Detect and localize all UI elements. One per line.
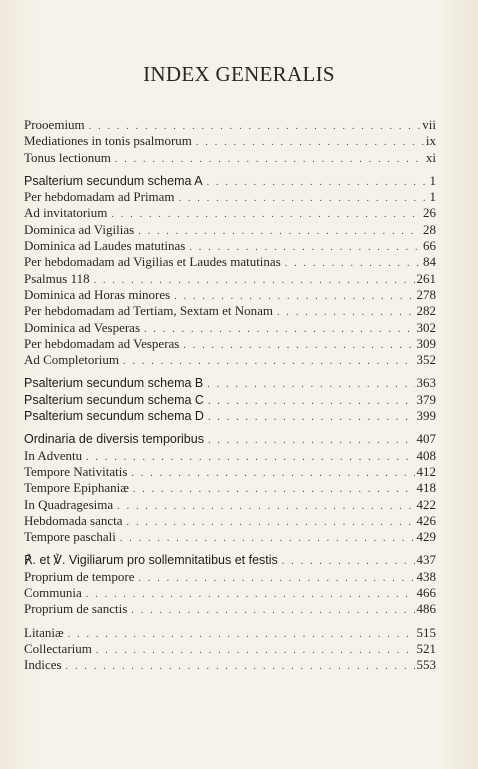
- toc-entry[interactable]: [24, 448, 436, 464]
- dot-leader: [277, 305, 414, 321]
- toc-entry[interactable]: [24, 569, 436, 585]
- toc-entry-page-number: 429: [416, 529, 436, 545]
- toc-entry-label: Dominica ad Laudes matutinas: [24, 238, 186, 254]
- toc-entry-page-number: 407: [416, 431, 436, 447]
- toc-entry-page-number: xi: [425, 149, 436, 165]
- toc-entry-page-number: 412: [416, 463, 436, 479]
- toc-entry[interactable]: [24, 117, 436, 133]
- toc-entry[interactable]: [24, 585, 436, 601]
- toc-entry-page-number: 1: [429, 189, 436, 205]
- toc-entry[interactable]: [24, 320, 436, 336]
- toc-entry[interactable]: [24, 352, 436, 368]
- toc-entry[interactable]: [24, 480, 436, 496]
- toc-entry-page-number: 426: [416, 512, 436, 528]
- toc-entry-label: Prooemium: [24, 117, 85, 132]
- toc-entry-page-number: 521: [416, 640, 436, 656]
- toc-entry-label: Dominica ad Vesperas: [24, 319, 141, 335]
- toc-entry-label: Ordinaria de diversis temporibus: [24, 432, 204, 447]
- toc-entry-page-number: 278: [416, 286, 436, 302]
- dot-leader: [131, 466, 414, 482]
- dot-leader: [208, 394, 415, 410]
- toc-entry-label: Hebdomada sancta: [24, 512, 123, 528]
- dot-leader: [120, 531, 415, 547]
- dot-leader: [144, 322, 414, 338]
- toc-entry[interactable]: [24, 513, 436, 529]
- dot-leader: [208, 410, 415, 426]
- toc-entry-page-number: 309: [416, 335, 436, 351]
- dot-leader: [285, 256, 421, 272]
- dot-leader: [127, 515, 415, 531]
- toc-entry-page-number: 466: [416, 585, 436, 601]
- dot-leader: [86, 450, 414, 466]
- toc-entry-label: Tempore paschali: [24, 529, 116, 545]
- toc-entry[interactable]: [24, 336, 436, 352]
- dot-leader: [196, 135, 424, 151]
- page-title: INDEX GENERALIS: [143, 62, 335, 86]
- toc-entry-label: Psalterium secundum schema D: [24, 409, 204, 424]
- toc-entry-page-number: 282: [416, 303, 436, 319]
- toc-entry-label: Psalterium secundum schema B: [24, 376, 204, 391]
- toc-section-heading[interactable]: [24, 392, 436, 408]
- dot-leader: [133, 482, 415, 498]
- toc-entry-page-number: 26: [423, 205, 436, 221]
- toc-entry-page-number: 399: [416, 408, 436, 424]
- toc-section-heading[interactable]: [24, 408, 436, 424]
- toc-entry-label: ℟. et ℣. Vigiliarum pro sollemnitatibus et festis: [24, 553, 278, 568]
- toc-entry-label: Tonus lectionum: [24, 149, 111, 165]
- toc-section-heading[interactable]: [24, 375, 436, 391]
- dot-leader: [207, 175, 428, 191]
- dot-leader: [96, 643, 415, 659]
- toc-entry-page-number: vii: [422, 117, 436, 132]
- toc-entry-label: In Adventu: [24, 447, 83, 463]
- dot-leader: [68, 627, 415, 643]
- toc-entry[interactable]: [24, 205, 436, 221]
- dot-leader: [208, 433, 415, 449]
- toc-entry[interactable]: [24, 238, 436, 254]
- toc-entry-label: Mediationes in tonis psalmorum: [24, 133, 192, 149]
- toc-entry-page-number: 66: [423, 238, 436, 254]
- toc-entry-label: In Quadragesima: [24, 496, 114, 512]
- toc-entry[interactable]: [24, 601, 436, 617]
- toc-entry[interactable]: [24, 287, 436, 303]
- toc-entry[interactable]: [24, 254, 436, 270]
- toc-entry-page-number: 1: [429, 172, 436, 188]
- toc-entry[interactable]: [24, 189, 436, 205]
- toc-entry-page-number: ix: [425, 133, 436, 149]
- toc-entry[interactable]: [24, 641, 436, 657]
- toc-entry-label: Per hebdomadam ad Primam: [24, 189, 175, 205]
- dot-leader: [183, 338, 414, 354]
- toc-entry-label: Proprium de sanctis: [24, 601, 128, 617]
- toc-entry[interactable]: [24, 150, 436, 166]
- toc-entry-page-number: 422: [416, 496, 436, 512]
- dot-leader: [123, 354, 415, 370]
- toc-entry-page-number: 352: [416, 352, 436, 368]
- toc-entry-label: Dominica ad Horas minores: [24, 286, 171, 302]
- toc-entry-label: Per hebdomadam ad Tertiam, Sextam et Nonam: [24, 303, 274, 319]
- toc-entry-label: Proprium de tempore: [24, 568, 135, 584]
- toc-entry[interactable]: [24, 625, 436, 641]
- toc-entry-page-number: 28: [423, 221, 436, 237]
- toc-entry[interactable]: [24, 497, 436, 513]
- toc-entry-page-number: 437: [416, 552, 436, 568]
- toc-entry-label: Psalterium secundum schema A: [24, 173, 203, 188]
- toc-entry[interactable]: [24, 303, 436, 319]
- dot-leader: [138, 571, 414, 587]
- dot-leader: [111, 207, 421, 223]
- dot-leader: [179, 191, 428, 207]
- dot-leader: [207, 377, 414, 393]
- toc-entry-page-number: 515: [416, 624, 436, 640]
- toc-entry[interactable]: [24, 529, 436, 545]
- toc-entry-label: Indices: [24, 657, 62, 673]
- toc-entry-page-number: 261: [416, 270, 436, 286]
- toc-entry-label: Tempore Nativitatis: [24, 463, 128, 479]
- toc-entry-page-number: 302: [416, 319, 436, 335]
- toc-entry-page-number: 84: [423, 254, 436, 270]
- toc-entry-label: Dominica ad Vigilias: [24, 221, 135, 237]
- toc-section-heading[interactable]: [24, 431, 436, 447]
- toc-entry-page-number: 553: [416, 657, 436, 673]
- toc-entry[interactable]: [24, 133, 436, 149]
- dot-leader: [282, 554, 415, 570]
- toc-section-heading[interactable]: [24, 173, 436, 189]
- toc-entry-label: Communia: [24, 585, 82, 601]
- toc-entry[interactable]: [24, 222, 436, 238]
- toc-entry-label: Psalmus 118: [24, 270, 90, 286]
- toc-entry[interactable]: [24, 464, 436, 480]
- toc-entry-label: Psalterium secundum schema C: [24, 392, 204, 407]
- toc-entry-page-number: 379: [416, 391, 436, 407]
- table-of-contents: [24, 117, 436, 674]
- toc-entry[interactable]: [24, 271, 436, 287]
- toc-entry-label: Litaniæ: [24, 624, 64, 640]
- toc-entry-label: Ad invitatorium: [24, 205, 108, 221]
- toc-entry-label: Tempore Epiphaniæ: [24, 480, 129, 496]
- toc-entry-page-number: 438: [416, 568, 436, 584]
- dot-leader: [86, 587, 415, 603]
- toc-section-heading[interactable]: [24, 552, 436, 568]
- toc-entry-page-number: 418: [416, 480, 436, 496]
- toc-entry[interactable]: [24, 657, 436, 673]
- toc-entry-label: Per hebdomadam ad Vigilias et Laudes matutinas: [24, 254, 281, 270]
- dot-leader: [115, 152, 424, 168]
- toc-entry-label: Collectarium: [24, 640, 92, 656]
- toc-entry-page-number: 486: [416, 601, 436, 617]
- toc-entry-page-number: 363: [416, 375, 436, 391]
- dot-leader: [117, 499, 414, 515]
- toc-entry-page-number: 408: [416, 447, 436, 463]
- toc-entry-label: Per hebdomadam ad Vesperas: [24, 335, 180, 351]
- toc-entry-label: Ad Completorium: [24, 352, 119, 368]
- dot-leader: [66, 659, 415, 675]
- dot-leader: [131, 603, 414, 619]
